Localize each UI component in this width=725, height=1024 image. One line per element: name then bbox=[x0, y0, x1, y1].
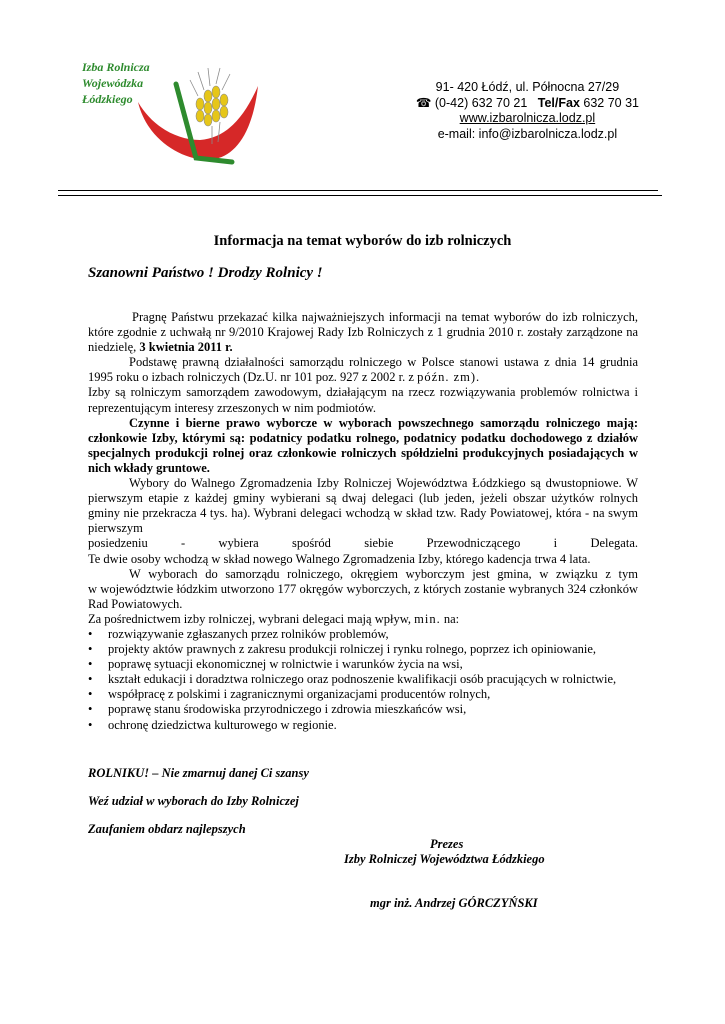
logo-red-crescent bbox=[138, 86, 258, 160]
paragraph-5b: posiedzeniu - wybiera spośród siebie Przewodniczącego i Delegata. bbox=[88, 536, 638, 551]
closing-line-2: Weź udział w wyborach do Izby Rolniczej bbox=[88, 794, 299, 808]
paragraph-3: Izby są rolniczym samorządem zawodowym, działającym na rzecz rozwiązywania problemów rolnictwa i reprezentującym interesy zrzeszonych w nim podmiotów. bbox=[88, 385, 638, 415]
phone-icon: ☎ bbox=[415, 95, 432, 110]
header-divider-top bbox=[58, 190, 658, 191]
list-item: • ochronę dziedzictwa kulturowego w regionie. bbox=[88, 717, 337, 732]
list-item: • projekty aktów prawnych z zakresu produkcji rolniczej i rynku rolnego, poprzez ich opiniowanie, bbox=[88, 642, 597, 657]
org-line-1: Izba Rolnicza bbox=[82, 60, 150, 74]
paragraph-2: Podstawę prawną działalności samorządu rolniczego w Polsce stanowi ustawa z dnia 14 grudnia 1995 roku o izbach rolniczych (Dz.U. nr 101 poz. 927 z 2002 r. z późn. zm). bbox=[88, 355, 638, 385]
header-divider-bottom bbox=[58, 195, 662, 196]
org-line-3: Łódzkiego bbox=[82, 92, 133, 106]
contact-address: 91- 420 Łódź, ul. Północna 27/29 bbox=[435, 80, 620, 94]
document-title: Informacja na temat wyborów do izb rolniczych bbox=[213, 233, 512, 249]
influence-list bbox=[88, 627, 638, 733]
letter-body bbox=[88, 310, 638, 733]
org-line-2: Wojewódzka bbox=[82, 76, 144, 90]
signature-role: Prezes bbox=[430, 837, 464, 851]
closing-line-1: ROLNIKU! – Nie zmarnuj danej Ci szansy bbox=[88, 766, 309, 780]
contact-website-link[interactable]: www.izbarolnicza.lodz.pl bbox=[459, 111, 596, 125]
election-date: 3 kwietnia 2011 r. bbox=[139, 340, 233, 355]
contact-fax-label: Tel/Fax bbox=[537, 95, 580, 110]
contact-email[interactable]: e-mail: info@izbarolnicza.lodz.pl bbox=[437, 126, 618, 141]
contact-fax: 632 70 31 bbox=[583, 95, 639, 110]
contact-phone: (0-42) 632 70 21 bbox=[434, 95, 528, 110]
chamber-logo bbox=[136, 66, 260, 170]
paragraph-6a: W wyborach do samorządu rolniczego, okręgiem wyborczym jest gmina, w związku z tym bbox=[129, 566, 638, 581]
greeting: Szanowni Państwo ! Drodzy Rolnicy ! bbox=[88, 265, 323, 281]
list-item: • poprawę stanu środowiska przyrodniczego i zdrowia mieszkańców wsi, bbox=[88, 702, 467, 717]
paragraph-5c: Te dwie osoby wchodzą w skład nowego Walnego Zgromadzenia Izby, którego kadencja trwa 4 lata. bbox=[88, 551, 591, 566]
contact-block bbox=[416, 80, 639, 142]
signature-name: mgr inż. Andrzej GÓRCZYŃSKI bbox=[370, 896, 538, 910]
paragraph-4: Czynne i bierne prawo wyborcze w wyborach powszechnego samorządu rolniczego mają: członkowie Izby, którymi są: podatnicy podatku rolnego, podatnicy podatku dochodowego z działów specjalnych produkcji rolnej oraz członkowie rolniczych spółdzielni produkcyjnych posiadających w nich wkłady gruntowe. bbox=[88, 415, 638, 475]
list-item: • rozwiązywanie zgłaszanych przez rolników problemów, bbox=[88, 626, 389, 641]
paragraph-5a: Wybory do Walnego Zgromadzenia Izby Rolniczej Województwa Łódzkiego są dwustopniowe. W pierwszym etapie z każdej gminy wybierani są dwaj delegaci (lub jeden, jeżeli obszar użytków rolnych gminy nie przekracza 4 tys. ha). Wybrani delegaci wchodzą w skład tzw. Rady Powiatowej, która - na swym pierwszym bbox=[88, 476, 638, 536]
list-item: • współpracę z polskimi i zagranicznymi organizacjami producentów rolnych, bbox=[88, 687, 491, 702]
logo-wheat-ears bbox=[196, 86, 228, 126]
contact-phone-line bbox=[416, 96, 639, 112]
paragraph-7: Za pośrednictwem izby rolniczej, wybrani delegaci mają wpływ, min. na: bbox=[88, 611, 460, 626]
list-item: • kształt edukacji i doradztwa rolniczego oraz podnoszenie kwalifikacji osób pracujących w rolnictwie, bbox=[88, 672, 617, 687]
signature-organization: Izby Rolniczej Województwa Łódzkiego bbox=[344, 852, 545, 866]
closing-line-3: Zaufaniem obdarz najlepszych bbox=[88, 822, 246, 836]
paragraph-6b: w województwie łódzkim utworzono 177 okręgów wyborczych, z których zostanie wybranych 324 członków Rad Powiatowych. bbox=[88, 581, 638, 611]
paragraph-1: Pragnę Państwu przekazać kilka najważniejszych informacji na temat wyborów do izb rolniczych, które zgodnie z uchwałą nr 9/2010 Krajowej Rady Izb Rolniczych z 1 grudnia 2010 r. zostały zarządzone na niedzielę, 3 kwietnia 2011 r. bbox=[88, 310, 638, 355]
list-item: • poprawę sytuacji ekonomicznej w rolnictwie i warunków życia na wsi, bbox=[88, 657, 463, 672]
